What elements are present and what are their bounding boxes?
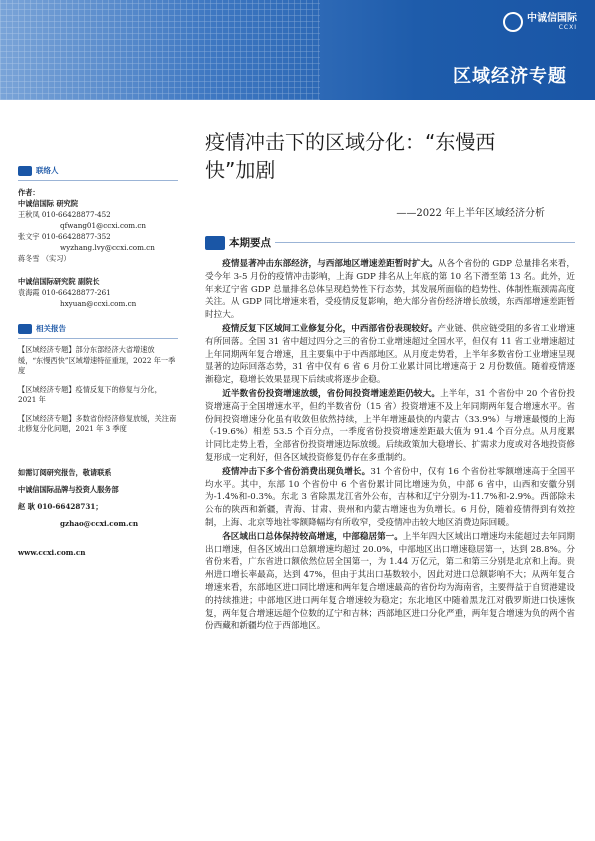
logo-mark-icon (503, 12, 523, 32)
related-report-link[interactable]: 【区域经济专题】多数省份经济修复放缓，关注南北修复分化问题，2021 年 3 季度 (18, 413, 177, 433)
director-email[interactable]: hxyuan@ccxi.com.cn (60, 299, 137, 308)
series-label: 区域经济专题 (453, 66, 567, 87)
authors-label: 作者： (18, 188, 40, 197)
highlights-icon (205, 236, 225, 250)
highlight-paragraph: 疫情冲击下多个省份消费出现负增长。31 个省份中，仅有 16 个省份社零额增速高于全国平均水平。其中，东部 10 个省份中 6 个省份累计同比增速为负，中部 6 省中，山西和安徽分别为-1.4%和-0.3%。东北 3 省除黑龙江省外公布，吉林和辽宁分别为-11.7%和-2.9%。西部除未公布的陕西和新疆，青海、甘肃、贵州和内蒙古增速也为负增长。6 月份，随着疫情得到有效控制，上海、北京等地社零额降幅均有所收窄，受疫情冲击较大地区消费边际回暖。 (205, 466, 575, 528)
related-report-link[interactable]: 【区域经济专题】部分东部经济大省增速放缓，“东慢西快”区域增速特征重现，2022 年一季度 (18, 345, 176, 375)
highlight-paragraph: 近半数省份投资增速放缓，省份间投资增速差距仍较大。上半年，31 个省份中 20 个省份投资增速高于全国增速水平，但约半数省份（15 省）投资增速不及上年同期两年复合增速水平。省份间投资增速分化虽有收敛但依然持续，上半年增速最快的内蒙古（33.9%）与增速最慢的上海（-19.6%）相差 53.5 个百分点，一季度省份投资增速差距最大值为 91.4 个百分点。从月度累计同比走势上看，全部省份投资增速边际放缓。后续政策加大稳增长、扩需求力度或对各地投资修复形成一定利好，但各区域投资修复仍存在多重制约。 (205, 388, 575, 463)
divider (275, 242, 575, 243)
ccxi-logo (503, 12, 577, 32)
related-report-link[interactable]: 【区域经济专题】疫情反复下的修复与分化，2021 年 (18, 384, 162, 404)
report-icon (18, 324, 32, 334)
sidebar (18, 165, 178, 558)
author-email[interactable]: qfwang01@ccxi.com.cn (60, 221, 147, 230)
page-subtitle: ——2022 年上半年区域经济分析 (396, 208, 545, 219)
author-contact: 张文宇 010-66428877-352 (18, 232, 111, 241)
author-intern: 蒋冬雪 （实习） (18, 254, 71, 263)
website-link[interactable]: www.ccxi.com.cn (18, 547, 86, 557)
related-heading: 相关报告 (18, 323, 178, 334)
header-banner (0, 0, 595, 100)
author-email[interactable]: wyzhang.lvy@ccxi.com.cn (60, 243, 155, 252)
person-icon (18, 166, 32, 176)
subscribe-line: 如需订阅研究报告，敬请联系 (18, 467, 112, 477)
banner-pattern (0, 0, 320, 100)
highlight-paragraph: 疫情显著冲击东部经济，与西部地区增速差距暂时扩大。从各个省份的 GDP 总量排名来看，受今年 3-5 月份的疫情冲击影响，上海 GDP 排名从上年底的第 10 名下滑至第 13 名。此外，近年来辽宁省 GDP 总量排名总体呈现趋势性下行态势，其发展所面临的趋势性、体制性瓶颈需高度关注。从 GDP 同比增速来看，受疫情反复影响，绝大部分省份经济增长放缓，东西部增速差距暂时拉大。 (205, 259, 575, 321)
contact-heading: 联络人 (18, 165, 178, 176)
subscribe-dept: 中诚信国际品牌与投资人服务部 (18, 484, 119, 494)
divider (18, 338, 178, 339)
divider (18, 180, 178, 181)
main-content (205, 235, 575, 634)
author-contact: 王秋凤 010-66428877-452 (18, 210, 111, 219)
logo-sub: CCXI (558, 24, 577, 31)
logo-text: 中诚信国际 (527, 13, 577, 24)
director-contact: 袁海霞 010-66428877-261 (18, 288, 111, 297)
highlight-paragraph: 疫情反复下区域间工业修复分化，中西部省份表现较好。产业链、供应链受阻的多省工业增速有所回落。全国 31 省中超过四分之三的省份工业增速超过全国水平，但仅有 11 省工业增速超过上年同期两年复合增速，且主要集中于中西部地区。从月度走势看，上半年多数省份工业增速呈现显著的边际回落态势，31 省中仅有 6 省 6 月份工业累计同比增速高于 2 月份数值。随着疫情逐渐稳定，稳增长效果显现下后续或将逐步企稳。 (205, 323, 575, 386)
highlights-heading: 本期要点 (205, 235, 575, 250)
author-org: 中诚信国际 研究院 (18, 199, 79, 208)
subscribe-email[interactable]: gzhao@ccxi.com.cn (60, 518, 139, 528)
director-org: 中诚信国际研究院 副院长 (18, 277, 100, 286)
page-title: 疫情冲击下的区域分化：“东慢西快”加剧 (205, 130, 496, 182)
highlight-paragraph: 各区域出口总体保持较高增速，中部稳居第一。上半年四大区域出口增速均未能超过去年同期出口增速，但各区域出口总额增速均超过 20.0%，中部地区出口增速稳居第一，达到 28.8%。分省份来看，广东省进口额依然位居全国第一，为 1.44 万亿元，第二和第三分别是北京和上海。贵州进口增长率最高，达到 47%，但由于其出口基数较小，因此对进口总额影响不大；从两年复合增速来看，东部地区进口同比增速和两年复合增速最高的省份均为海南省，主要得益于自贸港建设的持续推进；中部地区进口两年复合增速较为稳定；东北地区中随着黑龙江对俄罗斯进口快速恢复，两年复合增速远超个位数的辽宁和吉林；西部地区进口分化严重，两年复合增速为负的两个省份西藏和新疆均位于西部地区。 (205, 531, 575, 632)
subscribe-contact: 赵 耿 010-66428731； (18, 501, 103, 511)
